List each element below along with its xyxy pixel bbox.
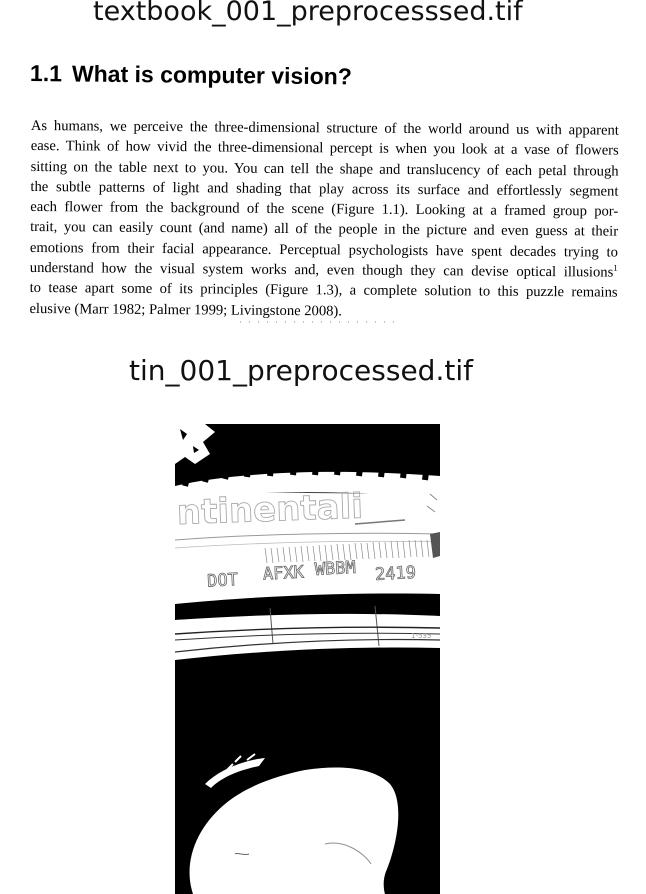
scan-noise [240,321,400,323]
paragraph-line: As humans, we perceive the three-dimensional structure of the world around us with apparent [30,117,619,139]
paragraph-line: each flower from the background of the scene (Figure 1.1). Looking at a framed group por- [30,199,619,220]
body-paragraph [29,116,619,324]
paragraph-line: elusive (Marr 1982; Palmer 1999; Livingstone 2008). [29,300,343,320]
tire-sidewall-image [175,424,440,894]
file-caption-textbook: textbook_001_preprocesssed.tif [93,0,523,27]
sidewall-brand-text: ntinentali [176,486,364,534]
paragraph-line: sitting on the table next to you. You can tell the shape and translucency of each petal through [30,158,619,180]
tire-sidewall-graphic [175,424,440,894]
section-title: What is computer vision? [71,60,352,90]
paragraph-line: ease. Think of how vivid the three-dimensional percept is when you look at a vase of flowers [30,138,619,159]
paragraph-line-text: understand how the visual system works and, even though they can devise optical illusions [29,260,614,281]
section-heading [30,60,352,90]
tire-code-1: AFXK [262,562,305,585]
paragraph-line: trait, you can easily count (and name) all of the people in the picture and even guess at their [30,219,619,241]
paragraph-line: emotions from their facial appearance. Perceptual psychologists have spent decades trying to [29,239,619,261]
paragraph-line: to tease apart some of its principles (Figure 1.3), a complete solution to this puzzle remains [29,280,618,301]
section-number: 1.1 [29,60,63,87]
textbook-page-image [0,50,646,340]
tire-code-2: WBBM [314,557,357,580]
dot-label: DOT [206,570,239,592]
footnote-marker: 1 [613,262,618,273]
tire-date-code: 2419 [374,562,417,585]
paragraph-line: the subtle patterns of light and shading that play across its surface and effortlessly segment [30,178,619,200]
sidewall-small-marking: 1-535 [411,632,432,640]
file-caption-tire: tin_001_preprocessed.tif [129,354,473,387]
